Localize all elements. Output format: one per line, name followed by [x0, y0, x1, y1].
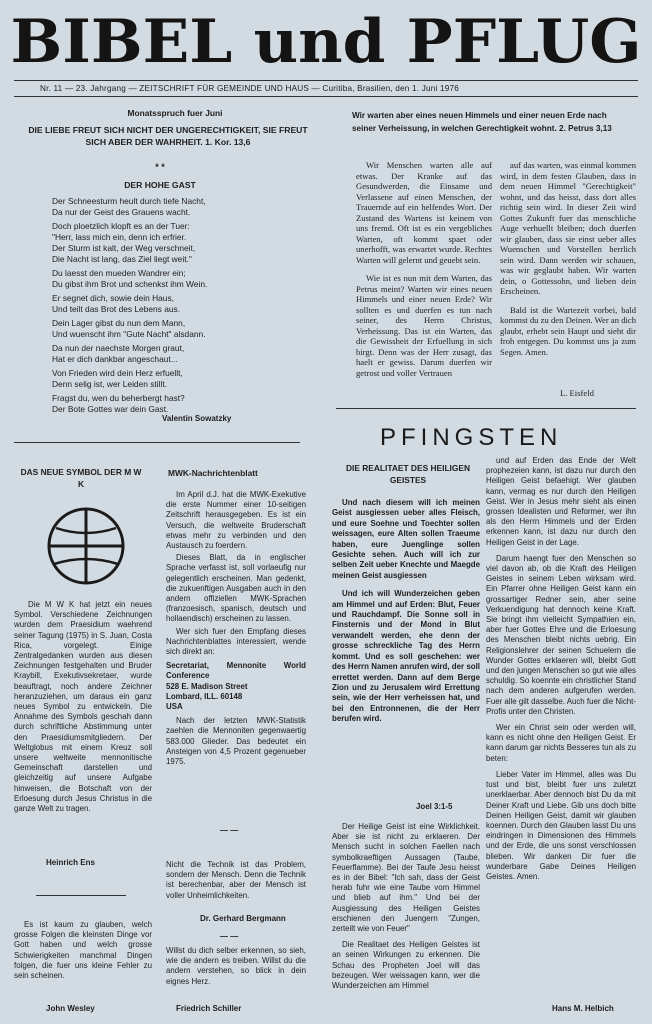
pfingsten-title: PFINGSTEN: [380, 424, 563, 451]
paragraph: Wer sich fuer den Empfang dieses Nachrichtenblattes interessiert, wende sich direkt an:: [166, 626, 306, 657]
paragraph: Wer ein Christ sein oder werden will, kann es nicht ohne den Heiligen Geist. Er kann darum gar nichts Besseres tun als zu beten:: [486, 723, 636, 763]
poem-body: [52, 196, 282, 418]
poem-line: Denn selig ist, wer Leiden stillt.: [52, 379, 167, 389]
poem-stanza: [52, 196, 282, 218]
poem-line: Die Nacht ist lang, das Ziel liegt weit.": [52, 254, 192, 264]
technik-author: Dr. Gerhard Bergmann: [200, 914, 286, 923]
poem-stanza: [52, 368, 282, 390]
pfingsten-subheading: DIE REALITAET DES HEILIGEN GEISTES: [345, 463, 471, 485]
pfingsten-reference: Joel 3:1-5: [416, 802, 453, 811]
poem-line: Der Schneesturm heult durch tiefe Nacht,: [52, 196, 206, 206]
poem-line: Doch ploetzlich klopft es an der Tuer:: [52, 221, 190, 231]
section-divider-right: [336, 408, 636, 409]
address-line: Lombard, ILL. 60148: [166, 691, 243, 701]
poem-line: Du laesst den mueden Wandrer ein;: [52, 268, 186, 278]
symbol-text: Die M W K hat jetzt ein neues Symbol. Verschiedene Zeichnungen wurden dem Praesidium waehrend seiner Tagung (1975) in S. Juan, Costa Rica, vorgelegt. Einige Zentralgedanken wurden aus diesen Zeichnungen festgehalten und Bruder Kraybill, Exekutivsekretaer, wurde beauftragt, noch andere Zeichner heranzuziehen, um daraus ein ganz neues Symbol zu entwickeln. Die Annahme des Symbols geschah dann durch schriftliche Abstimmung unter den Praesidiumsmitgliedern. Der Weltglobus mit einem Kreuz soll unsere weltweite mennonitische Gemeinschaft darstellen und gleichzeitig auf unsere Aufgabe hinweisen, die Botschaft von der Erloesung durch Jesus Christus in die ganze Welt zu tragen.: [14, 600, 152, 814]
mwk-heading: MWK-Nachrichtenblatt: [168, 468, 258, 478]
poem-author: Valentin Sowatzky: [162, 414, 232, 423]
mwk-globe-cross-logo: [44, 504, 128, 588]
technik-text: Nicht die Technik ist das Problem, sondern der Mensch. Denn die Technik ist berechenbar, aber der Mensch ist voller Unheimlichkeiten.: [166, 860, 306, 900]
address-line: Secretariat, Mennonite World Conference: [166, 661, 306, 681]
poem-stanza: [52, 268, 282, 290]
poem-line: Er segnet dich, sowie dein Haus,: [52, 293, 174, 303]
poem-line: Von Frieden wird dein Herz erfuellt,: [52, 368, 183, 378]
paragraph: Dieses Blatt, da in englischer Sprache verfasst ist, soll vorlaeufig nur gelegentlich erscheinen. Man gedenkt, die zukuenftigen Ausgaben auch in den andern offiziellen MWK-Sprachen (franzoesisch, spanisch, deutsch und hollaendisch) erscheinen zu lassen.: [166, 553, 306, 624]
poem-line: Fragst du, wen du beherbergt hast?: [52, 393, 185, 403]
poem-line: Da nur der Geist des Grauens wacht.: [52, 207, 191, 217]
address-line: 528 E. Madison Street: [166, 681, 248, 691]
separator-stars: * *: [155, 162, 165, 172]
poem-line: Und wuenscht ihm "Gute Nacht" alsdann.: [52, 329, 206, 339]
poem-stanza: [52, 221, 282, 265]
technik-dash: — —: [220, 932, 239, 941]
schiller-text: Willst du dich selber erkennen, so sieh, wie die andern es treiben. Willst du die andern verstehen, so blick in dein eignes Herz.: [166, 946, 306, 986]
pfingsten-author: Hans M. Helbich: [552, 1004, 614, 1013]
paragraph: und auf Erden das Ende der Welt prophezeien kann, ist dazu nur durch den Heiligen Geist befaehigt. Wer glauben kann, vermag es nur durch den Heiligen Geist. Wer in Jesus mehr sieht als einen grossen Idealisten und Reformer, wer ihn als den Herrn Himmels und der Erden erkennen kann, ist dazu nur durch den Heiligen Geist in der Lage.: [486, 456, 636, 547]
paragraph: Die Realitaet des Heiligen Geistes ist an seinen Wirkungen zu erkennen. Die Schau des Propheten Joel will das bezeugen. Wer weissagen kann, wer die Wunderzeichen am Himmel: [332, 940, 480, 991]
poem-line: Du gibst ihm Brot und schenkst ihm Wein.: [52, 279, 208, 289]
paragraph: auf das warten, was einmal kommen wird, in dem festen Glauben, dass in dem neuen Himmel "Gerechtigkeit" wohnt, und das heisst, dass dort alles richtig sein wird. In dieser Zeit wird Gottes Zukunft fuer das menschliche Auge verhuellt bleiben; doch duerfen wir glauben, dass sie einst ueber alles Wuenschen und Vorstellen herrlich sein wird. Dann werden wir schauen, was wir geglaubt haben. Wir warten dein, o Gottessohn, und lieben dein Erscheinen.: [500, 160, 636, 296]
monatsspruch-text: DIE LIEBE FREUT SICH NICHT DER UNGERECHTIGKEIT, SIE FREUT SICH ABER DER WAHRHEIT. 1. Kor. 13,6: [28, 125, 308, 147]
poem-line: Der Sturm ist kalt, der Weg verschneit,: [52, 243, 196, 253]
issue-line: Nr. 11 — 23. Jahrgang — ZEITSCHRIFT FÜR GEMEINDE UND HAUS — Curitiba, Brasilien, den 1. Juni 1976: [40, 84, 460, 93]
paragraph: Nach der letzten MWK-Statistik zaehlen die Mennoniten gegenwaertig 583.000 Glieder. Das bedeutet ein Ansteigen von 4,5 Prozent gegenueber 1975.: [166, 716, 306, 767]
wir-warten-col1: [356, 160, 492, 380]
scripture-paragraph: Und nach diesem will ich meinen Geist ausgiessen ueber alles Fleisch, und eure Soehne und Toechter sollen weissagen, eure Alten sollen Traeume haben, eure Juenglinge sollen Gesichte sehen. Auch will ich zur selben Zeit ueber Knechte und Maegde meinen Geist ausgiessen: [332, 498, 480, 580]
paragraph: Lieber Vater im Himmel, alles was Du tust und bist, bleibt fuer uns zuletzt unerklaerbar. Aber dennoch bist Du da mit Deiner Kraft und Liebe. Gib uns doch bitte Deinen Heiligen Geist, damit wir glauben koennen. Durch den Glauben lasst Du uns eindringen in Dimensionen des Himmels und der Erde, die uns sonst verschlossen blieben. Wir danken Dir fuer die wunderbare Gabe Deines Heiligen Geistes. Amen.: [486, 769, 636, 881]
wir-warten-author: L. Eisfeld: [560, 388, 594, 398]
poem-stanza: [52, 343, 282, 365]
pfingsten-col1: [332, 822, 480, 993]
wesley-author: John Wesley: [46, 1004, 95, 1013]
poem-stanza: [52, 293, 282, 315]
poem-line: Dein Lager gibst du nun dem Mann,: [52, 318, 186, 328]
poem-line: Und teilt das Brot des Lebens aus.: [52, 304, 181, 314]
scripture-paragraph: Und ich will Wunderzeichen geben am Himmel und auf Erden: Blut, Feuer und Rauchdampf. Die Sonne soll in Finsternis und der Mond in Blut verwandelt werden, ehe denn der grosse schreckliche Tag des Herrn kommt. Und es soll geschehen: wer des Herrn Namen anrufen wird, der soll errettet werden. Dann auf dem Berge Zion und zu Jerusalem wird Errettung sein, wie der Herr verheissen hat, und bei den Entronnenen, die der Herr berufen wird.: [332, 589, 480, 724]
poem-line: Da nun der naechste Morgen graut,: [52, 343, 185, 353]
pfingsten-scripture: [332, 498, 480, 727]
poem-title: DER HOHE GAST: [124, 180, 196, 190]
poem-line: Der Bote Gottes war dein Gast.: [52, 404, 169, 414]
paragraph: Wir Menschen warten alle auf etwas. Der Kranke auf das Gesundwerden, die Einsame und Verlassene auf einen Menschen, der Trauernde auf ein helfendes Wort. Der Zustand des Wartens ist keinem von uns fremd. Oft ist es ein vergebliches Warten, oft kommt spaet oder unerhofft, was erwartet wurde. Rechtes Warten will gelernt und geuebt sein.: [356, 160, 492, 265]
address-line: USA: [166, 702, 183, 712]
paragraph: Bald ist die Wartezeit vorbei, bald kommst du zu den Deinen. Wer an dich glaubt, erhebt sein Haupt und sieht dir froh entgegen. Du kommst uns ja zum Segen. Amen.: [500, 304, 636, 357]
masthead-rule-top: [14, 80, 638, 81]
mwk-body: [166, 490, 306, 769]
wesley-text: Es ist kaum zu glauben, welch grosse Folgen die kleinsten Dinge vor Gott haben und welch grosse Schwierigkeiten manchmal Dingen folgen, die fuer uns kleine Fehler zu sein scheinen.: [14, 920, 152, 981]
monatsspruch-heading: Monatsspruch fuer Juni: [127, 108, 223, 118]
mwk-dash: — —: [220, 826, 239, 835]
masthead-rule-bottom: [14, 96, 638, 97]
paragraph: Darum haengt fuer den Menschen so viel davon ab, ob die Kraft des Heiligen Geistes in seinem Leben wirksam wird. Ein Pfarrer ohne Heiligen Geist kann ein grossartiger Redner sein, aber seine Verkuendigung hat dennoch keine Kraft. Sie bringt ihm vielleicht Sympathien ein, aber fuer Gottes Ehre und die Erloesung des Menschen bleibt nichts uebrig. Ein Religionslehrer der seinen Schuelern die Wunder Gottes erklaeren will, bleibt Gott und den jungen Menschen so gut wie alles schuldig. So koennte ein christlicher Stand nach dem anderen aufgerufen werden. Fuer alle gilt dasselbe. Auch fuer die Nicht-Profis unter den Christen.: [486, 553, 636, 716]
symbol-heading: DAS NEUE SYMBOL DER M W K: [20, 467, 142, 489]
symbol-author: Heinrich Ens: [46, 858, 95, 867]
schiller-author: Friedrich Schiller: [176, 1004, 242, 1013]
wir-warten-heading: Wir warten aber eines neuen Himmels und einer neuen Erde nach seiner Verheissung, in welchen Gerechtigkeit wohnt. 2. Petrus 3,13: [352, 111, 612, 133]
poem-line: Hat er dich dankbar angeschaut...: [52, 354, 178, 364]
poem-stanza: [52, 318, 282, 340]
symbol-dash: [36, 895, 126, 896]
pfingsten-col2: [486, 456, 636, 884]
poem-line: "Herr, lass mich ein, denn ich erfrier.: [52, 232, 187, 242]
wir-warten-col2: [500, 160, 636, 359]
mwk-address: [166, 661, 306, 712]
poem-stanza: [52, 393, 282, 415]
paragraph: Der Heilige Geist ist eine Wirklichkeit. Aber sie ist nicht zu erklaeren. Der Mensch sucht in solchen Faellen nach symbolkraeftigen Aussagen (Taube, Feuerflamme). Bei der Taufe Jesu heisst es in der Bibel: "Ich sah, dass der Geist herab fuhr wie eine Taube vom Himmel und blieb auf ihm." Und bei der Ausgiessung des Heiligen Geistes erschienen den Juengern "Zungen, zerteilt wie von Feuer": [332, 822, 480, 934]
section-divider-left: [14, 442, 300, 443]
masthead-title: BIBEL und PFLUG: [10, 7, 642, 77]
paragraph: Wie ist es nun mit dem Warten, das Petrus meint? Warten wir eines neuen Himmels und einer neuen Erde? Wir sollten es und duerfen es tun nach seiner, des Herrn Christus, Verheissung. Das ist ein Warten, das die Gewissheit der Erfuellung in sich birgt. Denn was der Herr zusagt, das haelt er gewiss. Darum duerfen wir getrost und voller Vertrauen: [356, 273, 492, 378]
paragraph: Im April d.J. hat die MWK-Exekutive die erste Nummer einer 10-seitigen Zeitschrift herausgegeben. Es ist ein Versuch, die weltweite Bruderschaft etwas mehr zu verbinden und den Austausch zu foerdern.: [166, 490, 306, 551]
